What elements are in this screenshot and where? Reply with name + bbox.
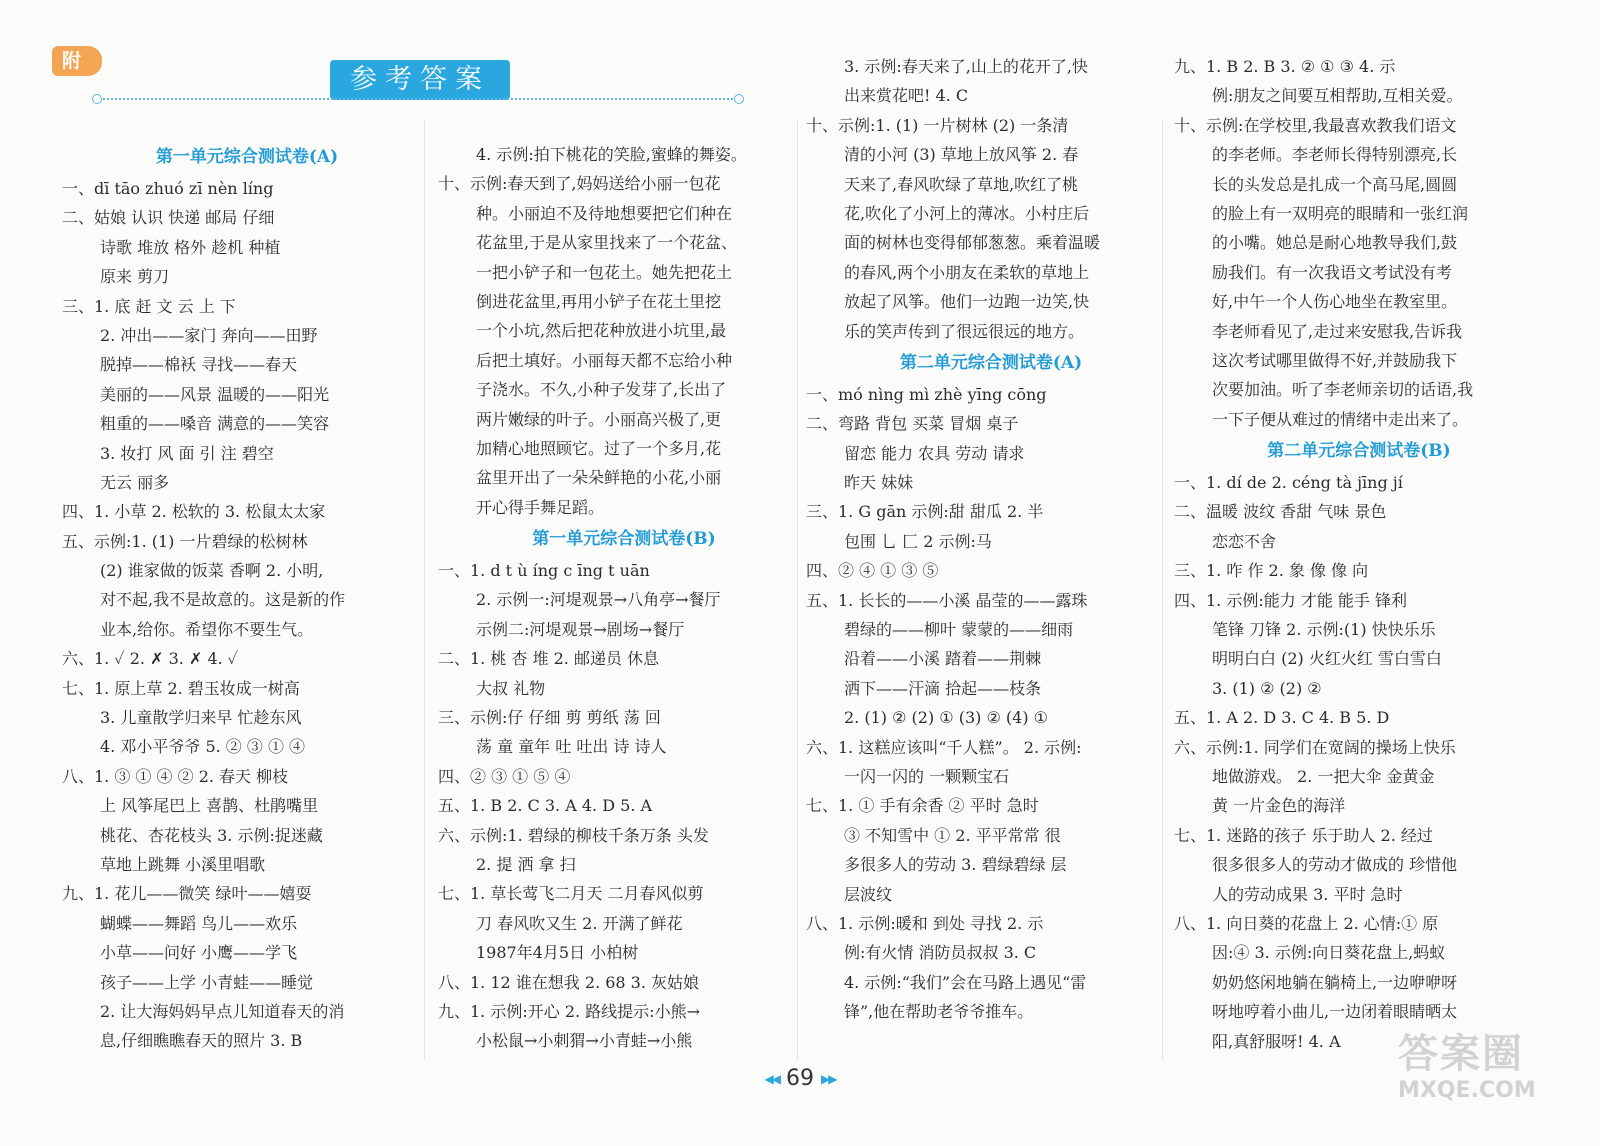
- answer-line: 4. 示例:拍下桃花的笑脸,蜜蜂的舞姿。: [476, 145, 747, 164]
- answer-line: 放起了风筝。他们一边跑一边笑,快: [844, 292, 1090, 312]
- answer-line: 二、1. 桃 杏 堆 2. 邮递员 休息: [438, 649, 660, 669]
- column-divider: [424, 120, 425, 1060]
- answer-line: 笔锋 刀锋 2. 示例:(1) 快快乐乐: [1212, 620, 1436, 640]
- answer-line: 七、1. 迷路的孩子 乐于助人 2. 经过: [1174, 825, 1433, 845]
- answer-line: 一把小铲子和一包花土。她先把花土: [476, 262, 733, 282]
- answer-line: 蝴蝶——舞蹈 鸟儿——欢乐: [100, 913, 298, 933]
- answer-column-2: [438, 140, 790, 1056]
- answer-line: 3. 示例:春天来了,山上的花开了,快: [844, 57, 1088, 76]
- answer-line: 奶奶悠闲地躺在躺椅上,一边咿咿呀: [1212, 972, 1458, 992]
- answer-line: 恋恋不舍: [1212, 531, 1277, 551]
- answer-line: 粗重的——嗓音 满意的——笑容: [100, 414, 330, 434]
- prev-arrows-icon: ◀◀: [764, 1072, 779, 1086]
- answer-line: 黄 一片金色的海洋: [1212, 796, 1346, 816]
- answer-line: 六、1. 这糕应该叫“千人糕”。 2. 示例:: [806, 737, 1082, 757]
- answer-line: 大叔 礼物: [476, 678, 546, 698]
- answer-line: 六、1. ✓ 2. ✗ 3. ✗ 4. ✓: [62, 649, 239, 669]
- next-arrows-icon: ▶▶: [821, 1072, 836, 1086]
- answer-line: 子浇水。不久,小种子发芽了,长出了: [476, 380, 727, 400]
- answer-line: 十、示例:春天到了,妈妈送给小丽一包花: [438, 174, 721, 194]
- answer-line: (2) 谁家做的饭菜 香啊 2. 小明,: [100, 561, 324, 581]
- answer-line: 五、1. B 2. C 3. A 4. D 5. A: [438, 796, 653, 816]
- answer-line: 一、1. dí de 2. céng tà jīng jí: [1174, 473, 1403, 493]
- section-heading: 第一单元综合测试卷(B): [532, 529, 716, 550]
- answer-line: 二、姑娘 认识 快递 邮局 仔细: [62, 208, 275, 228]
- answer-line: 人的劳动成果 3. 平时 急时: [1212, 884, 1403, 904]
- answer-column-1: [62, 140, 412, 1056]
- answer-line: 七、1. 原上草 2. 碧玉妆成一树高: [62, 678, 300, 698]
- page-title: 参考答案: [330, 60, 510, 100]
- answer-line: 开心得手舞足蹈。: [476, 497, 605, 517]
- answer-line: 2. 让大海妈妈早点儿知道春天的消: [100, 1001, 345, 1021]
- answer-line: 荡 童 童年 吐 吐出 诗 诗人: [476, 737, 667, 757]
- answer-line: 桃花、杏花枝头 3. 示例:捉迷藏: [100, 825, 323, 845]
- section-heading: 第二单元综合测试卷(A): [899, 352, 1083, 373]
- answer-line: 3. 儿童散学归来早 忙趁东风: [100, 708, 302, 728]
- answer-line: 好,中午一个人伤心地坐在教室里。: [1212, 292, 1458, 312]
- rule-end-dot-left: [92, 94, 102, 104]
- answer-line: 小草——问好 小鹰——学飞: [100, 943, 298, 963]
- answer-line: 九、1. 花儿——微笑 绿叶——嬉耍: [62, 884, 312, 904]
- answer-line: 明明白白 (2) 火红火红 雪白雪白: [1212, 649, 1442, 669]
- answer-line: 一下子便从难过的情绪中走出来了。: [1212, 409, 1469, 429]
- answer-line: 长的头发总是扎成一个高马尾,圆圆: [1212, 174, 1458, 194]
- answer-line: 四、1. 示例:能力 才能 能手 锋利: [1174, 590, 1408, 610]
- answer-line: 五、1. A 2. D 3. C 4. B 5. D: [1174, 708, 1390, 728]
- answer-line: 3. 妆打 风 面 引 注 碧空: [100, 443, 274, 463]
- answer-line: 业本,给你。希望你不要生气。: [100, 619, 314, 639]
- answer-line: 倒进花盆里,再用小铲子在花土里挖: [476, 291, 722, 311]
- answer-line: 十、示例:在学校里,我最喜欢教我们语文: [1174, 115, 1457, 135]
- answer-line: 二、温暖 波纹 香甜 气味 景色: [1174, 502, 1387, 522]
- answer-line: 息,仔细瞧瞧春天的照片 3. B: [100, 1031, 303, 1051]
- answer-line: 呀地哼着小曲儿,一边闭着眼睛晒太: [1212, 1002, 1458, 1022]
- answer-line: ③ 不知雪中 ① 2. 平平常常 很: [844, 825, 1061, 845]
- answer-line: 六、示例:1. 同学们在宽阔的操场上快乐: [1174, 737, 1456, 757]
- answer-line: 十、示例:1. (1) 一片树林 (2) 一条清: [806, 115, 1069, 135]
- answer-line: 乐的笑声传到了很远很远的地方。: [844, 321, 1085, 341]
- answer-line: 包围 乚 匚 2 示例:马: [844, 531, 992, 551]
- answer-line: 1987年4月5日 小柏树: [476, 943, 639, 963]
- answer-line: 李老师看见了,走过来安慰我,告诉我: [1212, 321, 1463, 341]
- answer-line: 例:朋友之间要互相帮助,互相关爱。: [1212, 86, 1463, 106]
- answer-line: 多很多人的劳动 3. 碧绿碧绿 层: [844, 855, 1067, 875]
- answer-line: 次要加油。听了李老师亲切的话语,我: [1212, 380, 1474, 400]
- answer-line: 八、1. ③ ① ④ ② 2. 春天 柳枝: [62, 766, 289, 786]
- answer-line: 锋”,他在帮助老爷爷推车。: [844, 1002, 1034, 1022]
- answer-line: 昨天 妹妹: [844, 473, 914, 493]
- answer-line: 留恋 能力 农具 劳动 请求: [844, 443, 1025, 463]
- answer-line: 出来赏花吧! 4. C: [844, 86, 969, 106]
- answer-line: 的小嘴。她总是耐心地教导我们,鼓: [1212, 233, 1458, 253]
- answer-line: 对不起,我不是故意的。这是新的作: [100, 590, 346, 610]
- answer-line: 面的树林也变得郁郁葱葱。乘着温暖: [844, 233, 1101, 253]
- title-dotted-rule: [96, 98, 740, 100]
- answer-line: 清的小河 (3) 草地上放风筝 2. 春: [844, 145, 1079, 165]
- answer-line: 2. 示例一:河堤观景→八角亭→餐厅: [476, 590, 721, 610]
- page-number: [740, 1066, 860, 1091]
- answer-line: 盆里开出了一朵朵鲜艳的小花,小丽: [476, 468, 722, 488]
- answer-line: 天来了,春风吹绿了草地,吹红了桃: [844, 174, 1079, 194]
- answer-line: 花,吹化了小河上的薄冰。小村庄后: [844, 203, 1090, 223]
- answer-line: 一闪一闪的 一颗颗宝石: [844, 766, 1010, 786]
- answer-line: 五、1. 长长的——小溪 晶莹的——露珠: [806, 590, 1088, 610]
- answer-line: 脱掉——棉袄 寻找——春天: [100, 355, 298, 375]
- answer-line: 诗歌 堆放 格外 趁机 种植: [100, 237, 281, 257]
- answer-line: 这次考试哪里做得不好,并鼓励我下: [1212, 350, 1458, 370]
- answer-line: 五、示例:1. (1) 一片碧绿的松树林: [62, 531, 308, 551]
- answer-line: 四、② ④ ① ③ ⑤: [806, 561, 939, 581]
- answer-line: 六、示例:1. 碧绿的柳枝千条万条 头发: [438, 825, 709, 845]
- answer-line: 示例二:河堤观景→剧场→餐厅: [476, 619, 685, 639]
- answer-line: 碧绿的——柳叶 蒙蒙的——细雨: [844, 620, 1074, 640]
- appendix-tab: 附: [52, 46, 102, 76]
- answer-line: 2. 提 洒 拿 扫: [476, 854, 576, 874]
- answer-line: 一、1. d t ù íng c īng t uān: [438, 561, 650, 581]
- column-divider: [797, 120, 798, 1060]
- answer-line: 四、1. 小草 2. 松软的 3. 松鼠太太家: [62, 502, 326, 522]
- column-divider: [1162, 120, 1163, 1060]
- answer-line: 花盆里,于是从家里找来了一个花盆、: [476, 233, 738, 253]
- answer-line: 二、弯路 背包 买菜 冒烟 桌子: [806, 414, 1019, 434]
- section-heading: 第二单元综合测试卷(B): [1267, 441, 1451, 462]
- answer-line: 八、1. 示例:暖和 到处 寻找 2. 示: [806, 913, 1044, 933]
- answer-line: 八、1. 向日葵的花盘上 2. 心情:① 原: [1174, 913, 1439, 933]
- section-heading: 第一单元综合测试卷(A): [155, 147, 339, 167]
- answer-line: 的李老师。李老师长得特别漂亮,长: [1212, 145, 1458, 165]
- page-number-text: 69: [786, 1066, 814, 1091]
- answer-line: 地做游戏。 2. 一把大伞 金黄金: [1212, 766, 1435, 786]
- answer-line: 三、1. 咋 作 2. 象 像 像 向: [1174, 561, 1369, 581]
- answer-line: 上 风筝尾巴上 喜鹊、杜鹃嘴里: [100, 796, 319, 816]
- answer-line: 3. (1) ② (2) ②: [1212, 678, 1322, 698]
- answer-line: 很多很多人的劳动才做成的 珍惜他: [1212, 855, 1458, 875]
- answer-column-3: [806, 52, 1156, 1027]
- answer-line: 层波纹: [844, 884, 893, 904]
- answer-line: 后把土填好。小丽每天都不忘给小种: [476, 350, 733, 370]
- watermark-url: MXQE.COM: [1398, 1078, 1536, 1103]
- answer-line: 草地上跳舞 小溪里唱歌: [100, 854, 266, 874]
- answer-line: 一、mó nìng mì zhè yīng cōng: [806, 384, 1047, 404]
- answer-line: 美丽的——风景 温暖的——阳光: [100, 384, 330, 404]
- answer-line: 洒下——汗滴 拾起——枝条: [844, 678, 1042, 698]
- answer-line: 三、示例:仔 仔细 剪 剪纸 荡 回: [438, 708, 661, 728]
- answer-line: 一、dī tāo zhuó zī nèn líng: [62, 179, 274, 198]
- answer-line: 原来 剪刀: [100, 267, 170, 287]
- rule-end-dot-right: [734, 94, 744, 104]
- answer-line: 阳,真舒服呀! 4. A: [1212, 1031, 1341, 1051]
- answer-line: 孩子——上学 小青蛙——睡觉: [100, 972, 314, 992]
- answer-line: 七、1. ① 手有余香 ② 平时 急时: [806, 796, 1039, 816]
- answer-line: 三、1. G gān 示例:甜 甜瓜 2. 半: [806, 502, 1044, 522]
- answer-line: 七、1. 草长莺飞二月天 二月春风似剪: [438, 884, 704, 904]
- answer-line: 励我们。有一次我语文考试没有考: [1212, 262, 1453, 282]
- answer-line: 九、1. B 2. B 3. ② ① ③ 4. 示: [1174, 57, 1396, 76]
- answer-line: 例:有火情 消防员叔叔 3. C: [844, 943, 1037, 963]
- answer-line: 八、1. 12 谁在想我 2. 68 3. 灰姑娘: [438, 972, 700, 992]
- answer-line: 四、② ③ ① ⑤ ④: [438, 766, 571, 786]
- answer-line: 加精心地照顾它。过了一个多月,花: [476, 438, 722, 458]
- answer-line: 2. (1) ② (2) ① (3) ② (4) ①: [844, 708, 1048, 728]
- answer-line: 小松鼠→小刺猬→小青蛙→小熊: [476, 1031, 693, 1051]
- answer-line: 4. 邓小平爷爷 5. ② ③ ① ④: [100, 737, 306, 757]
- watermark-logo-text: 答案圈: [1398, 1031, 1524, 1077]
- answer-line: 2. 冲出——家门 奔向——田野: [100, 325, 318, 345]
- answer-line: 种。小丽迫不及待地想要把它们种在: [476, 203, 733, 223]
- answer-line: 4. 示例:“我们”会在马路上遇见“雷: [844, 972, 1087, 992]
- answer-line: 的脸上有一双明亮的眼睛和一张红润: [1212, 203, 1469, 223]
- answer-line: 的春风,两个小朋友在柔软的草地上: [844, 262, 1090, 282]
- answer-line: 九、1. 示例:开心 2. 路线提示:小熊→: [438, 1001, 700, 1021]
- answer-line: 刀 春风吹又生 2. 开满了鲜花: [476, 913, 683, 933]
- answer-line: 一个小坑,然后把花种放进小坑里,最: [476, 321, 727, 341]
- answer-line: 沿着——小溪 踏着——荆棘: [844, 649, 1042, 669]
- watermark: [1398, 1030, 1568, 1120]
- answer-column-4: [1174, 52, 1524, 1056]
- answer-line: 三、1. 底 赶 文 云 上 下: [62, 296, 236, 316]
- answer-line: 无云 丽多: [100, 472, 170, 492]
- answer-line: 因:④ 3. 示例:向日葵花盘上,蚂蚁: [1212, 943, 1446, 963]
- answer-line: 两片嫩绿的叶子。小丽高兴极了,更: [476, 409, 722, 429]
